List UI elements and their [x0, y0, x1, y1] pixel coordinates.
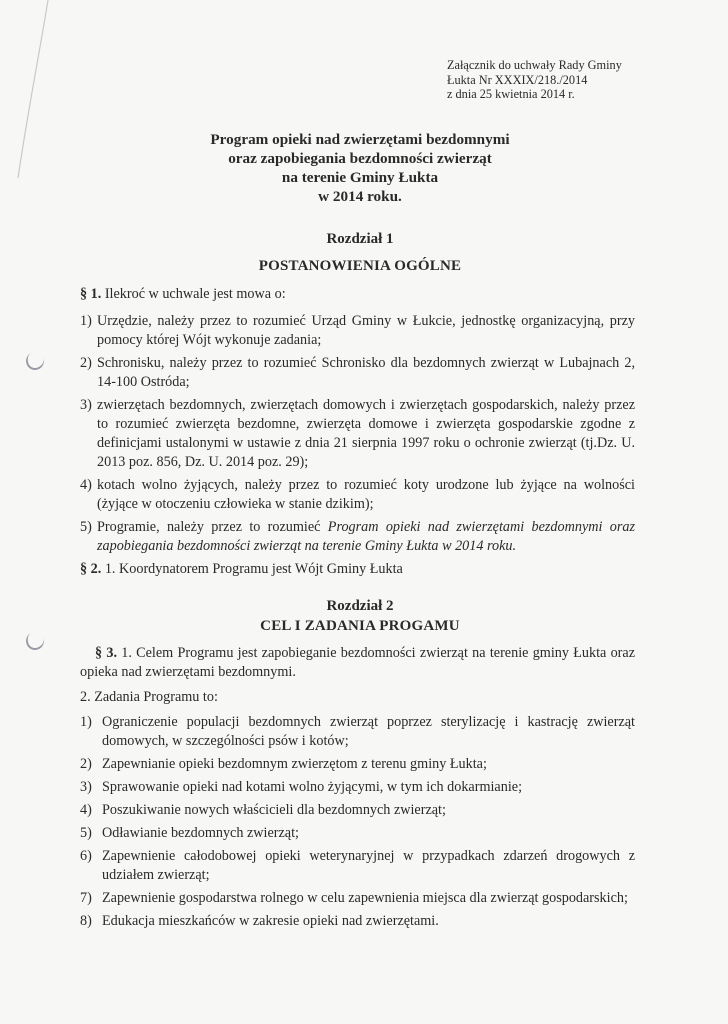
list-item [80, 778, 635, 797]
punch-hole-mark [23, 629, 46, 652]
item-text: Ograniczenie populacji bezdomnych zwierząt poprzez sterylizację i kastrację zwierząt domowych, w szczególności psów i kotów; [102, 714, 635, 749]
item-number: 5) [80, 519, 92, 535]
list-item [80, 518, 635, 556]
item-text: Edukacja mieszkańców w zakresie opieki nad zwierzętami. [102, 913, 439, 929]
list-item [80, 889, 635, 908]
item-text: zwierzętach bezdomnych, zwierzętach domowych i zwierzętach gospodarskich, należy przez to rozumieć zwierzęta bezdomne, zwierzęta domowe i zwierzęta gospodarskie zgodne z definicjami ustalonymi w ustawie z dnia 21 sierpnia 1997 roku o ochronie zwierząt (tj.Dz. U. 2013 poz. 856, Dz. U. 2014 poz. 29); [97, 397, 635, 470]
item-text: Zapewnienie całodobowej opieki weterynaryjnej w przypadkach zdarzeń drogowych z udziałem zwierząt; [102, 848, 635, 883]
item-number: 4) [80, 477, 92, 493]
list-item [80, 847, 635, 885]
item-text: Zapewnianie opieki bezdomnym zwierzętom z terenu gminy Łukta; [102, 756, 487, 772]
item-number: 4) [80, 802, 92, 818]
item-number: 1) [80, 313, 92, 329]
paragraph-text: Ilekroć w uchwale jest mowa o: [101, 286, 286, 302]
list-item [80, 396, 635, 472]
punch-hole-mark [23, 349, 46, 372]
attachment-note [447, 58, 622, 102]
item-text: Zapewnienie gospodarstwa rolnego w celu zapewnienia miejsca dla zwierząt gospodarskich; [102, 890, 628, 906]
list-item [80, 476, 635, 514]
paragraph-2 [80, 560, 403, 579]
paragraph-3 [80, 644, 635, 682]
attachment-line: z dnia 25 kwietnia 2014 r. [447, 87, 575, 101]
title-line: w 2014 roku. [318, 188, 402, 205]
tasks-list [80, 713, 635, 935]
program-name-italic: Program opieki nad zwierzętami bezdomnymi oraz zapobiegania bezdomności zwierząt na terenie Gminy Łukta w 2014 roku. [97, 519, 635, 554]
item-number: 7) [80, 890, 92, 906]
chapter-1-number: Rozdział 1 [326, 231, 394, 247]
paragraph-text: 1. Celem Programu jest zapobieganie bezdomności zwierząt na terenie gminy Łukta oraz opieka nad zwierzętami bezdomnymi. [80, 645, 635, 680]
chapter-2-number: Rozdział 2 [326, 598, 394, 614]
item-text: Urzędzie, należy przez to rozumieć Urząd Gminy w Łukcie, jednostkę organizacyjną, przy pomocy której Wójt wykonuje zadania; [97, 313, 635, 348]
list-item [80, 713, 635, 751]
chapter-2-name: CEL I ZADANIA PROGAMU [260, 618, 460, 634]
attachment-line: Łukta Nr XXXIX/218./2014 [447, 72, 588, 87]
item-number: 8) [80, 913, 92, 929]
paragraph-text: 1. Koordynatorem Programu jest Wójt Gminy Łukta [101, 561, 403, 577]
page-fold-mark [10, 0, 50, 180]
item-text: Schronisku, należy przez to rozumieć Schronisko dla bezdomnych zwierząt w Lubajnach 2, 14-100 Ostróda; [97, 355, 635, 390]
item-text: Poszukiwanie nowych właścicieli dla bezdomnych zwierząt; [102, 802, 446, 818]
list-item [80, 312, 635, 350]
list-item [80, 824, 635, 843]
item-text [97, 518, 635, 556]
list-item [80, 755, 635, 774]
item-number: 3) [80, 779, 92, 795]
item-number: 6) [80, 848, 92, 864]
item-number: 2) [80, 355, 92, 371]
title-line: Program opieki nad zwierzętami bezdomnymi [210, 131, 510, 148]
list-item [80, 801, 635, 820]
item-number: 1) [80, 714, 92, 730]
item-text: kotach wolno żyjących, należy przez to rozumieć koty urodzone lub żyjące na wolności (żyjące w otoczeniu człowieka w stanie dzikim); [97, 477, 635, 512]
item-text: Sprawowanie opieki nad kotami wolno żyjącymi, w tym ich dokarmianie; [102, 779, 523, 795]
item-number: 3) [80, 397, 92, 413]
title-line: na terenie Gminy Łukta [281, 169, 439, 186]
document-title [160, 130, 560, 206]
item-text-prefix: Programie, należy przez to rozumieć [97, 519, 328, 535]
paragraph-mark: § 3. [95, 645, 117, 661]
list-item [80, 912, 635, 931]
item-number: 2) [80, 756, 92, 772]
paragraph-mark: § 2. [80, 561, 102, 577]
paragraph-1-intro [80, 285, 286, 304]
item-number: 5) [80, 825, 92, 841]
title-line: oraz zapobiegania bezdomności zwierząt [228, 150, 492, 167]
item-text: Odławianie bezdomnych zwierząt; [102, 825, 299, 841]
list-item [80, 354, 635, 392]
tasks-intro: 2. Zadania Programu to: [80, 689, 218, 705]
chapter-1-name: POSTANOWIENIA OGÓLNE [258, 258, 462, 274]
definitions-list [80, 312, 635, 560]
paragraph-mark: § 1. [80, 286, 102, 302]
attachment-line: Załącznik do uchwały Rady Gminy [447, 58, 622, 72]
